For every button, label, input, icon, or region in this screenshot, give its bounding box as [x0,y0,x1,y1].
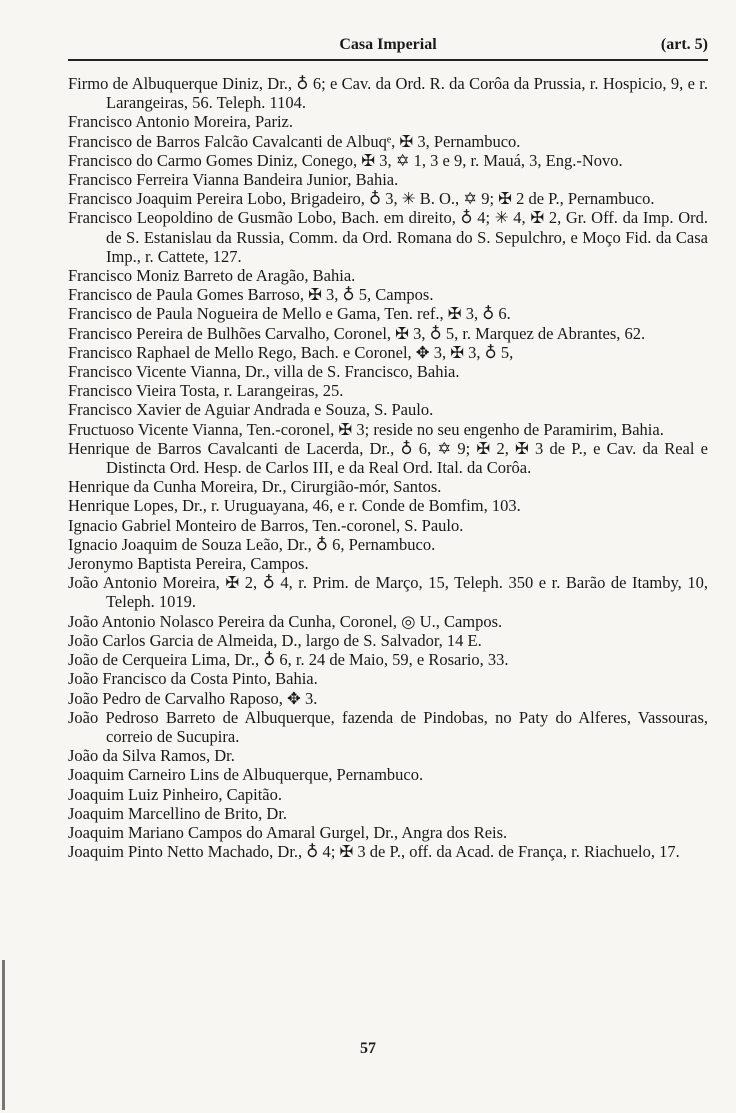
list-item: Francisco Raphael de Mello Rego, Bach. e Coronel, ✥ 3, ✠ 3, ♁ 5, [68,342,514,362]
list-item: João Pedroso Barreto de Albuquerque, fazenda de Pindobas, no Paty do Alferes, Vassouras, correio de Sucupira. [68,707,708,746]
list-item: Francisco Leopoldino de Gusmão Lobo, Bach. em direito, ♁ 4; ✳ 4, ✠ 2, Gr. Off. da Imp. Ord. de S. Estanislau da Russia, Comm. da Ord. Romana do S. Sepulchro, e Moço Fid. da Casa Imp., r. Cattete, 127. [68,208,708,266]
list-item: Henrique Lopes, Dr., r. Uruguayana, 46, e r. Conde de Bomfim, 103. [68,496,521,516]
list-item: Joaquim Marcellino de Brito, Dr. [68,803,288,823]
list-item: Francisco de Paula Nogueira de Mello e Gama, Ten. ref., ✠ 3, ♁ 6. [68,304,511,324]
header-rule [68,59,708,61]
list-item: Francisco Antonio Moreira, Pariz. [68,112,293,132]
list-item: Joaquim Pinto Netto Machado, Dr., ♁ 4; ✠ 3 de P., off. da Acad. de França, r. Riachuelo, 17. [68,842,680,862]
list-item: Francisco Pereira de Bulhões Carvalho, Coronel, ✠ 3, ♁ 5, r. Marquez de Abrantes, 62. [68,323,646,343]
page-header [68,36,708,56]
list-item: João Pedro de Carvalho Raposo, ✥ 3. [68,688,318,708]
list-item: João da Silva Ramos, Dr. [68,746,235,766]
header-article: (art. 5) [660,36,708,53]
list-item: Jeronymo Baptista Pereira, Campos. [68,554,309,574]
list-item: Firmo de Albuquerque Diniz, Dr., ♁ 6; e Cav. da Ord. R. da Corôa da Prussia, r. Hospicio, 9, e r. Larangeiras, 56. Teleph. 1104. [68,74,708,113]
list-item: João de Cerqueira Lima, Dr., ♁ 6, r. 24 de Maio, 59, e Rosario, 33. [68,650,509,670]
entry-list [68,74,708,861]
list-item: Francisco do Carmo Gomes Diniz, Conego, ✠ 3, ✡ 1, 3 e 9, r. Mauá, 3, Eng.-Novo. [68,150,623,170]
header-title: Casa Imperial [339,36,437,53]
list-item: Francisco Vicente Vianna, Dr., villa de S. Francisco, Bahia. [68,362,460,382]
list-item: Fructuoso Vicente Vianna, Ten.-coronel, ✠ 3; reside no seu engenho de Paramirim, Bahia. [68,419,664,439]
margin-mark [2,960,5,1110]
list-item: Francisco de Barros Falcão Cavalcanti de Albuqᵉ, ✠ 3, Pernambuco. [68,131,521,151]
list-item: Joaquim Mariano Campos do Amaral Gurgel, Dr., Angra dos Reis. [68,822,508,842]
list-item: Ignacio Gabriel Monteiro de Barros, Ten.-coronel, S. Paulo. [68,515,464,535]
list-item: Ignacio Joaquim de Souza Leão, Dr., ♁ 6, Pernambuco. [68,534,436,554]
list-item: João Carlos Garcia de Almeida, D., largo de S. Salvador, 14 E. [68,630,482,650]
list-item: João Antonio Moreira, ✠ 2, ♁ 4, r. Prim. de Março, 15, Teleph. 350 e r. Barão de Itamby, 10, Teleph. 1019. [68,573,708,612]
list-item: João Francisco da Costa Pinto, Bahia. [68,669,318,689]
list-item: Henrique de Barros Cavalcanti de Lacerda, Dr., ♁ 6, ✡ 9; ✠ 2, ✠ 3 de P., e Cav. da Real e Distincta Ord. Hesp. de Carlos III, e da Real Ord. Ital. da Corôa. [68,438,708,478]
list-item: Francisco de Paula Gomes Barroso, ✠ 3, ♁ 5, Campos. [68,285,434,305]
list-item: Henrique da Cunha Moreira, Dr., Cirurgião-mór, Santos. [68,477,442,497]
list-item: Francisco Xavier de Aguiar Andrada e Souza, S. Paulo. [68,400,434,420]
list-item: Francisco Moniz Barreto de Aragão, Bahia. [68,266,356,286]
page-number: 57 [360,1040,376,1057]
list-item: Francisco Vieira Tosta, r. Larangeiras, 25. [68,381,344,401]
list-item: João Antonio Nolasco Pereira da Cunha, Coronel, ◎ U., Campos. [68,611,503,631]
list-item: Joaquim Luiz Pinheiro, Capitão. [68,784,283,804]
list-item: Francisco Ferreira Vianna Bandeira Junior, Bahia. [68,170,399,190]
list-item: Joaquim Carneiro Lins de Albuquerque, Pernambuco. [68,765,424,785]
list-item: Francisco Joaquim Pereira Lobo, Brigadeiro, ♁ 3, ✳ B. O., ✡ 9; ✠ 2 de P., Pernambuco. [68,189,655,209]
